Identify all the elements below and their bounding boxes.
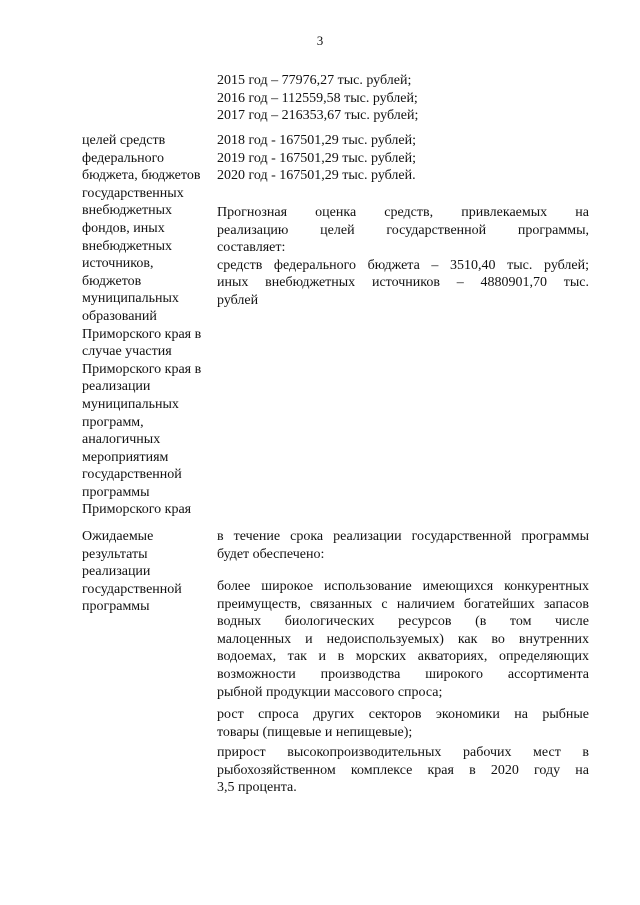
item-line: 3,5 процента. — [217, 780, 297, 796]
item-line: рыбной продукции массового спроса; — [217, 684, 443, 700]
label-line: программы — [82, 599, 150, 615]
label-line: целей средств — [82, 133, 166, 148]
forecast-line: реализацию целей государственной программы, — [217, 222, 589, 238]
funding-line: 2015 год – 77976,27 тыс. рублей; — [217, 73, 412, 88]
source-line: средств федерального бюджета – 3510,40 тыс. рублей; — [217, 257, 589, 273]
funding-line: 2018 год - 167501,29 тыс. рублей; — [217, 133, 417, 148]
label-line: бюджетов — [82, 273, 142, 289]
results-section-label — [82, 528, 216, 616]
forecast-paragraph — [217, 204, 589, 310]
page-number: 3 — [316, 33, 324, 48]
label-line: внебюджетных — [82, 203, 173, 219]
item-line: водных биологических ресурсов (в том числе — [217, 614, 589, 630]
funding-line: 2019 год - 167501,29 тыс. рублей; — [217, 150, 417, 166]
funding-years — [217, 132, 589, 185]
forecast-line: составляет: — [217, 240, 286, 256]
label-line: источников, — [82, 256, 154, 272]
item-line: малоценных и недоиспользуемых) как во внутренних — [217, 631, 589, 647]
funding-line: 2017 год – 216353,67 тыс. рублей; — [217, 108, 419, 124]
label-line: Приморского края в — [82, 326, 202, 342]
funds-section-label — [82, 132, 216, 519]
source-line: рублей — [217, 292, 259, 308]
label-line: бюджета, бюджетов — [82, 168, 201, 184]
label-line: программ, — [82, 414, 144, 430]
label-line: результаты — [82, 546, 148, 562]
funding-line: 2020 год - 167501,29 тыс. рублей. — [217, 168, 416, 184]
label-line: мероприятиям — [82, 449, 169, 465]
forecast-line: Прогнозная оценка средств, привлекаемых на — [217, 205, 589, 220]
item-line: преимуществ, связанных с наличием богатейших запасов — [217, 596, 589, 612]
label-line: случае участия — [82, 344, 172, 360]
label-line: государственной — [82, 467, 182, 483]
label-line: программы — [82, 484, 150, 500]
item-line: более широкое использование имеющихся конкурентных — [217, 579, 589, 594]
intro-line: в течение срока реализации государственной программы — [217, 529, 589, 544]
label-line: федерального — [82, 150, 165, 166]
label-line: внебюджетных — [82, 238, 173, 254]
item-line: водоемах, так и в морских акваториях, определяющих — [217, 649, 589, 665]
label-line: Ожидаемые — [82, 529, 154, 544]
label-line: реализации — [82, 379, 151, 395]
intro-line: будет обеспечено: — [217, 546, 325, 562]
label-line: образований — [82, 308, 157, 324]
result-item-3 — [217, 744, 589, 797]
label-line: реализации — [82, 564, 151, 580]
result-item-2 — [217, 706, 589, 741]
label-line: муниципальных — [82, 396, 179, 412]
source-line: иных внебюджетных источников – 4880901,70 тыс. — [217, 275, 589, 291]
label-line: муниципальных — [82, 291, 179, 307]
funding-line: 2016 год – 112559,58 тыс. рублей; — [217, 90, 418, 106]
item-line: рыбохозяйственном комплексе края в 2020 году на — [217, 762, 589, 778]
label-line: Приморского края в — [82, 361, 202, 377]
item-line: товары (пищевые и непищевые); — [217, 724, 413, 740]
label-line: Приморского края — [82, 502, 192, 518]
item-line: возможности производства широкого ассортимента — [217, 666, 589, 682]
item-line: прирост высокопроизводительных рабочих мест в — [217, 745, 589, 760]
item-line: рост спроса других секторов экономики на рыбные — [217, 707, 589, 722]
label-line: аналогичных — [82, 432, 161, 448]
results-intro — [217, 528, 589, 563]
funding-years-prev — [217, 72, 589, 125]
label-line: государственных — [82, 185, 184, 201]
result-item-1 — [217, 578, 589, 701]
label-line: государственной — [82, 581, 182, 597]
label-line: фондов, иных — [82, 220, 165, 236]
